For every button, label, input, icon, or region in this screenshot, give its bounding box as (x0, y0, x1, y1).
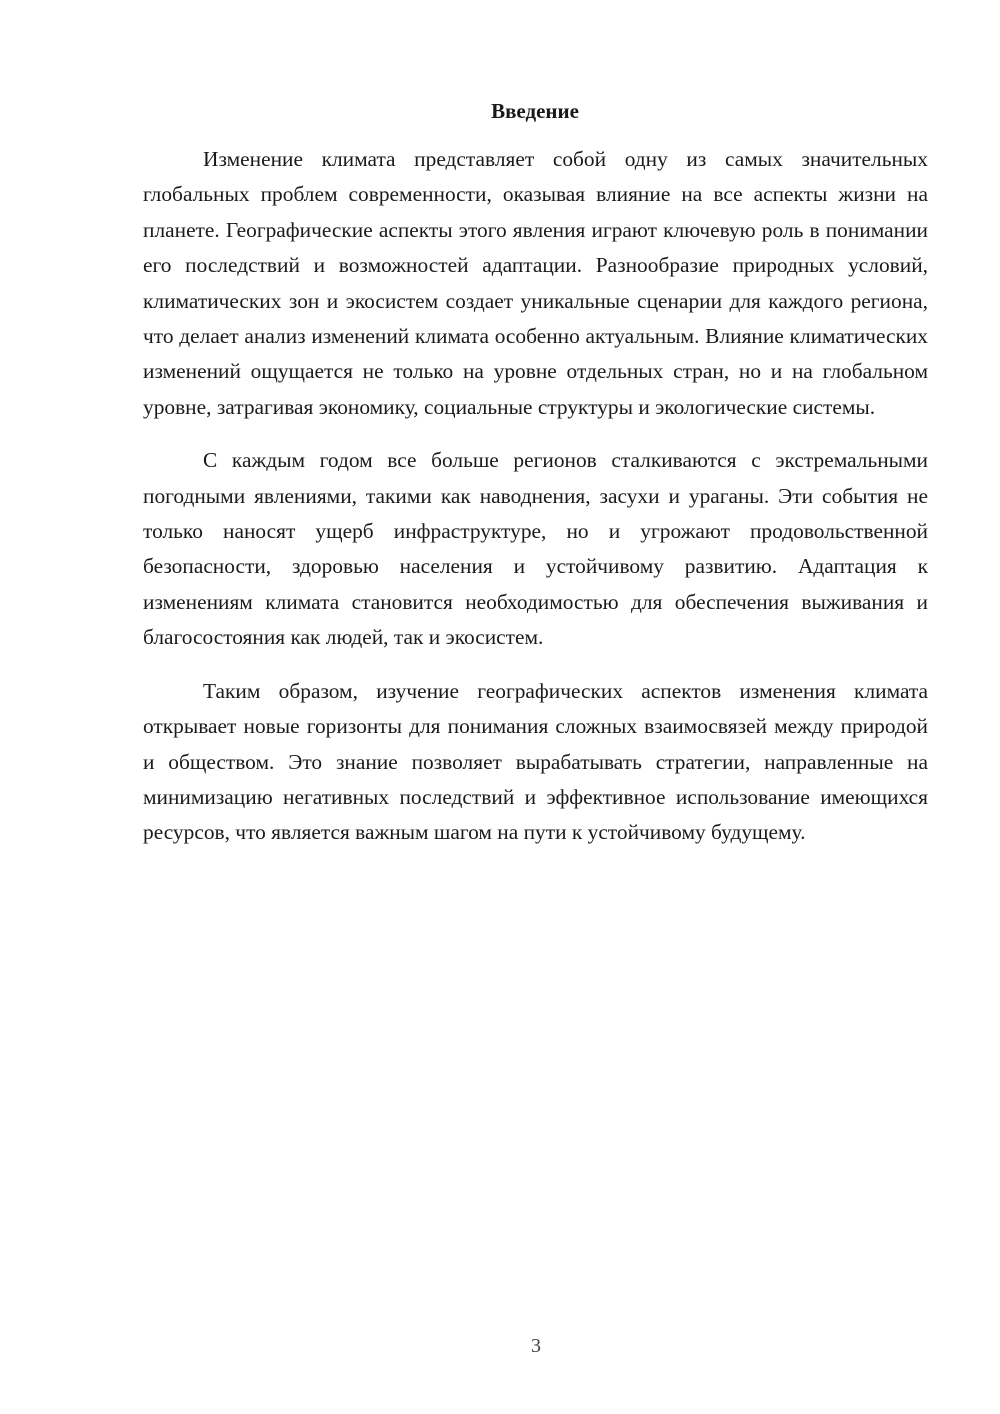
paragraph-3: Таким образом, изучение географических аспектов изменения климата открывает новые горизонты для понимания сложных взаимосвязей между природой и обществом. Это знание позволяет вырабатывать стратегии, направленные на минимизацию негативных последствий и эффективное использование имеющихся ресурсов, что является важным шагом на пути к устойчивому будущему. (143, 678, 928, 845)
body-text (143, 142, 928, 869)
page-number: 3 (531, 1335, 541, 1357)
paragraph-1: Изменение климата представляет собой одну из самых значительных глобальных проблем современности, оказывая влияние на все аспекты жизни на планете. Географические аспекты этого явления играют ключевую роль в понимании его последствий и возможностей адаптации. Разнообразие природных условий, климатических зон и экосистем создает уникальные сценарии для каждого региона, что делает анализ изменений климата особенно актуальным. Влияние климатических изменений ощущается не только на уровне отдельных стран, но и на глобальном уровне, затрагивая экономику, социальные структуры и экологические системы. (143, 147, 928, 419)
paragraph-2: С каждым годом все больше регионов сталкиваются с экстремальными погодными явлениями, такими как наводнения, засухи и ураганы. Эти события не только наносят ущерб инфраструктуре, но и угрожают продовольственной безопасности, здоровью населения и устойчивому развитию. Адаптация к изменениям климата становится необходимостью для обеспечения выживания и благосостояния как людей, так и экосистем. (143, 448, 928, 650)
section-title: Введение (491, 99, 579, 123)
